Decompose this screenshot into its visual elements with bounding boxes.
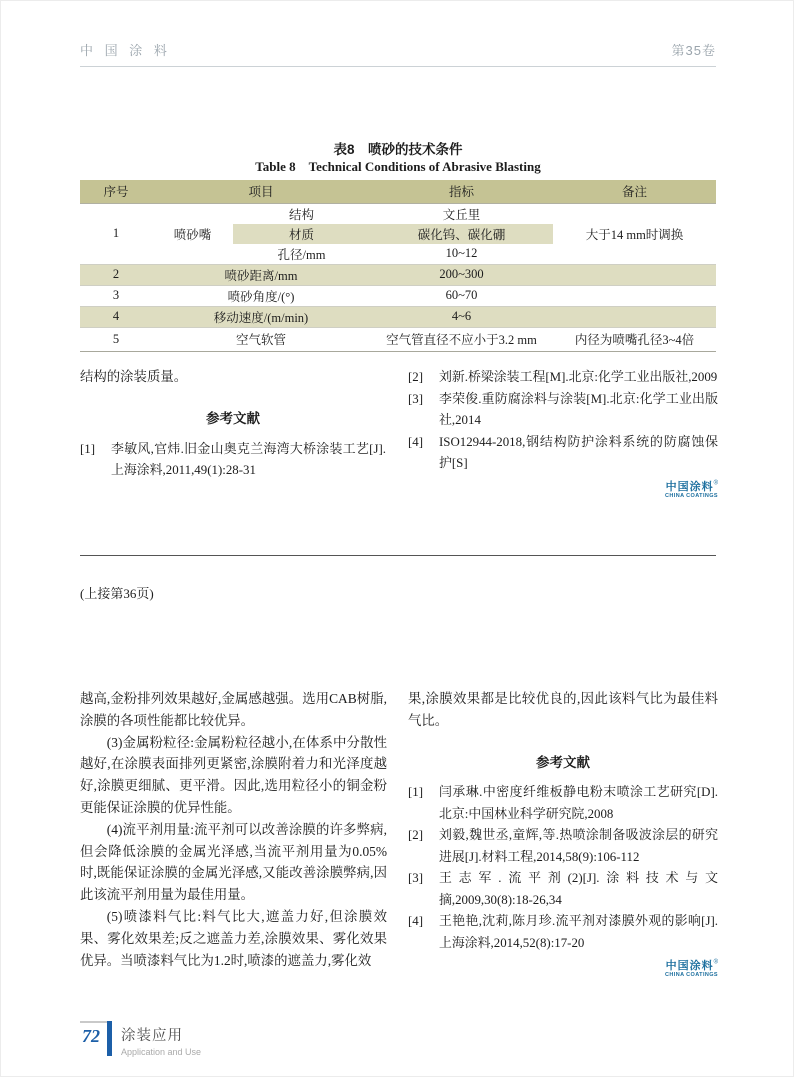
cell-note-4 bbox=[553, 306, 716, 327]
reference-item bbox=[408, 782, 718, 825]
reference-text: 李荣俊.重防腐涂料与涂装[M].北京:化学工业出版社,2014 bbox=[439, 391, 718, 427]
table8-title-zh: 表8 喷砂的技术条件 bbox=[333, 142, 463, 157]
reference-item bbox=[408, 911, 718, 954]
section-divider bbox=[80, 555, 716, 556]
cell-value-2: 200~300 bbox=[439, 267, 484, 281]
cell-value-3: 60~70 bbox=[445, 288, 478, 302]
table-row-4 bbox=[80, 306, 716, 327]
footer-section-en: Application and Use bbox=[121, 1047, 202, 1057]
cell-value-bore: 10~12 bbox=[445, 246, 478, 260]
cell-value-material: 碳化钨、碳化硼 bbox=[370, 224, 553, 244]
cell-item-2: 喷砂距离/mm bbox=[224, 268, 298, 283]
logo-en-text: CHINA COATINGS bbox=[665, 492, 718, 499]
col-header-item: 项目 bbox=[248, 185, 274, 200]
journal-name: 中 国 涂 料 bbox=[80, 43, 171, 58]
paragraph: 果,涂膜效果都是比较优良的,因此该料气比为最佳料气比。 bbox=[408, 691, 718, 728]
reference-item bbox=[408, 432, 718, 475]
reference-tag: [3] bbox=[408, 391, 424, 406]
col-header-note: 备注 bbox=[622, 185, 648, 200]
cell-sublabel-material: 材质 bbox=[233, 224, 370, 244]
cell-sublabel-structure: 结构 bbox=[289, 207, 315, 222]
reference-tag: [1] bbox=[80, 441, 96, 456]
reference-tag: [1] bbox=[408, 785, 424, 800]
references-heading-upper: 参考文献 bbox=[206, 410, 260, 426]
footer-section bbox=[112, 1021, 201, 1056]
running-head bbox=[80, 40, 716, 67]
reference-tag: [2] bbox=[408, 370, 424, 384]
col-header-no: 序号 bbox=[103, 185, 129, 200]
paragraph: (3)金属粉粒径:金属粉粒径越小,在体系中分散性越好,在涂膜表面排列更紧密,涂膜附着力和光泽度越好,涂膜更细腻、更平滑。因此,选用粒径小的铜金粉更能保证涂膜的优异性能。 bbox=[80, 734, 387, 815]
reference-item bbox=[408, 825, 718, 868]
registered-mark-icon: ® bbox=[713, 959, 718, 966]
continued-from-note: (上接第36页) bbox=[80, 586, 154, 601]
cell-note-1: 大于14 mm时调换 bbox=[585, 227, 684, 242]
page-footer bbox=[80, 1021, 201, 1056]
page-number: 72 bbox=[80, 1021, 107, 1056]
table-8 bbox=[80, 180, 716, 352]
table-header-row bbox=[80, 180, 716, 203]
reference-tag: [3] bbox=[408, 871, 424, 886]
main-left-column bbox=[80, 688, 387, 971]
reference-text: 刘新.桥梁涂装工程[M].北京:化学工业出版社,2009 bbox=[439, 370, 718, 384]
table-row-5 bbox=[80, 327, 716, 351]
cell-item-4: 移动速度/(m/min) bbox=[213, 310, 309, 325]
cell-no-3: 3 bbox=[112, 288, 120, 302]
paragraph: 越高,金粉排列效果越好,金属感越强。选用CAB树脂,涂膜的各项性能都比较优异。 bbox=[80, 691, 387, 728]
reference-tag: [4] bbox=[408, 434, 424, 449]
cell-item-5: 空气软管 bbox=[236, 333, 287, 347]
footer-section-zh: 涂装应用 bbox=[121, 1028, 183, 1044]
volume-label: 第35卷 bbox=[671, 43, 716, 58]
cell-item-1: 喷砂嘴 bbox=[173, 227, 212, 242]
reference-tag: [4] bbox=[408, 914, 424, 929]
cell-item-3: 喷砂角度/(°) bbox=[227, 289, 295, 304]
reference-item bbox=[408, 868, 718, 911]
main-right-column bbox=[408, 688, 718, 979]
upper-right-column bbox=[408, 367, 718, 499]
china-coatings-logo bbox=[408, 479, 718, 500]
cell-sublabel-bore: 孔径/mm bbox=[277, 247, 326, 262]
paragraph-tail: 结构的涂装质量。 bbox=[80, 369, 188, 384]
reference-item bbox=[408, 367, 718, 389]
reference-item bbox=[408, 389, 718, 432]
cell-no-2: 2 bbox=[112, 267, 120, 281]
table-row-1a bbox=[80, 203, 716, 224]
cell-note-2 bbox=[553, 264, 716, 285]
col-header-index: 指标 bbox=[449, 185, 475, 200]
registered-mark-icon: ® bbox=[713, 480, 718, 487]
table8-block bbox=[80, 141, 716, 352]
reference-text: 闫承琳.中密度纤维板静电粉末喷涂工艺研究[D].北京:中国林业科学研究院,2008 bbox=[439, 785, 718, 821]
table8-title-en: Table 8 Technical Conditions of Abrasive Blasting bbox=[255, 159, 541, 174]
table-row-2 bbox=[80, 264, 716, 285]
table-row-3 bbox=[80, 285, 716, 306]
reference-tag: [2] bbox=[408, 828, 424, 843]
cell-note-3 bbox=[553, 285, 716, 306]
cell-no-5: 5 bbox=[112, 331, 120, 346]
cell-value-structure: 文丘里 bbox=[442, 207, 481, 222]
logo-en-text: CHINA COATINGS bbox=[665, 972, 718, 979]
paragraph: (5)喷漆料气比:料气比大,遮盖力好,但涂膜效果、雾化效果差;反之遮盖力差,涂膜效果、雾化效果优异。当喷漆料气比为1.2时,喷漆的遮盖力,雾化效 bbox=[80, 908, 387, 968]
reference-text: 李敏风,官炜.旧金山奥克兰海湾大桥涂装工艺[J].上海涂料,2011,49(1):28-31 bbox=[111, 441, 386, 478]
reference-text: 王志军.流平剂(2)[J].涂料技术与文摘,2009,30(8):18-26,34 bbox=[439, 871, 718, 907]
references-heading-main: 参考文献 bbox=[536, 754, 590, 770]
cell-note-5: 内径为喷嘴孔径3~4倍 bbox=[574, 333, 695, 347]
cell-value-5: 空气管直径不应小于3.2 mm bbox=[386, 333, 537, 347]
logo-zh-text: 中国涂料 bbox=[665, 480, 714, 493]
reference-text: 王艳艳,沈莉,陈月珍.流平剂对漆膜外观的影响[J].上海涂料,2014,52(8):17-20 bbox=[439, 914, 718, 950]
cell-no-4: 4 bbox=[112, 309, 120, 323]
reference-text: 刘毅,魏世丞,童辉,等.热喷涂制备吸波涂层的研究进展[J].材料工程,2014,58(9):106-112 bbox=[439, 828, 718, 864]
logo-zh-text: 中国涂料 bbox=[665, 960, 714, 973]
reference-text: ISO12944-2018,钢结构防护涂料系统的防腐蚀保护[S] bbox=[439, 434, 718, 470]
upper-left-column bbox=[80, 366, 386, 482]
china-coatings-logo bbox=[408, 958, 718, 979]
paragraph: (4)流平剂用量:流平剂可以改善涂膜的许多弊病,但会降低涂膜的金属光泽感,当流平剂用量为0.05%时,既能保证涂膜的金属光泽感,又能改善涂膜弊病,因此该流平剂用量为最佳用量。 bbox=[80, 821, 387, 903]
cell-no-1: 1 bbox=[112, 226, 120, 240]
cell-value-4: 4~6 bbox=[451, 309, 472, 323]
reference-item bbox=[80, 439, 386, 482]
